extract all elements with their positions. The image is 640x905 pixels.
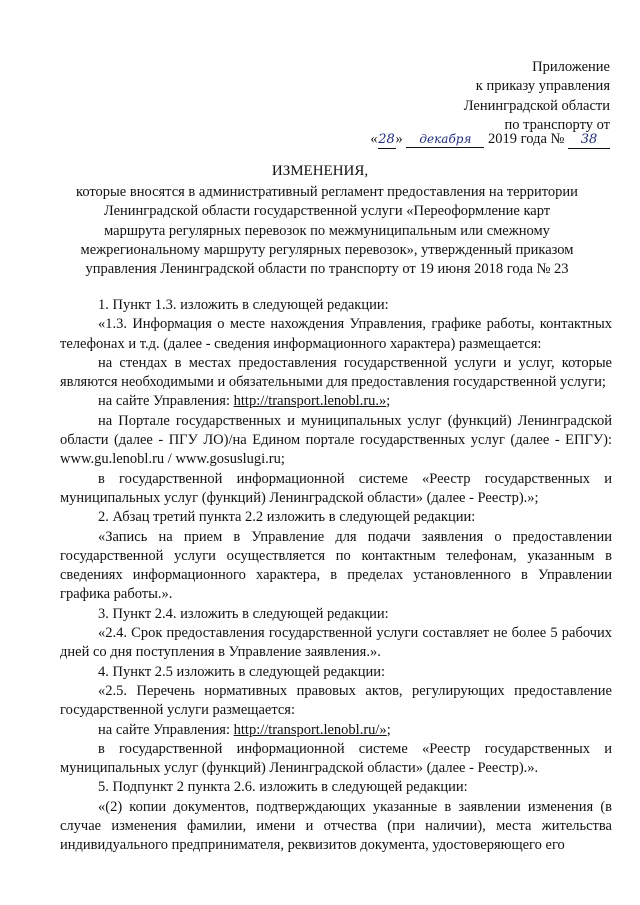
appendix-line: Приложение — [532, 59, 610, 75]
year-text: 2019 года — [488, 131, 547, 147]
close-quote: » — [395, 131, 403, 147]
handwritten-month: декабря — [406, 131, 484, 148]
paragraph: в государственной информационной системе «Реестр государственных и муниципальных услуг (функций) Ленинградской области» (далее - Реестр).». — [60, 740, 612, 777]
paragraph: «2.4. Срок предоставления государственной услуги составляет не более 5 рабочих дней со дня поступления в Управление заявления.». — [60, 625, 612, 661]
paragraph-text: на сайте Управления: — [98, 393, 234, 410]
paragraph: «Запись на прием в Управление для подачи заявления о предоставлении государственной услуги осуществляется по контактным телефонам, указанным в сведениях информационного характера, в пределах установленного в Управлении графика работы.». — [60, 528, 612, 603]
appendix-line: по транспорту от — [504, 116, 610, 133]
appendix-header — [464, 58, 610, 135]
number-label: № — [550, 131, 565, 147]
document-title: ИЗМЕНЕНИЯ, — [271, 163, 369, 179]
handwritten-day: 28 — [378, 132, 395, 147]
open-quote: « — [370, 131, 378, 147]
paragraph: в государственной информационной системе «Реестр государственных и муниципальных услуг (функций) Ленинградской области» (далее - Реестр).»; — [60, 470, 612, 506]
paragraph: 3. Пункт 2.4. изложить в следующей редакции: — [98, 605, 389, 622]
appendix-line: Ленинградской области — [463, 97, 610, 114]
paragraph: 2. Абзац третий пункта 2.2 изложить в следующей редакции: — [98, 509, 476, 526]
order-date-line — [370, 130, 610, 149]
document-body — [60, 296, 612, 856]
paragraph-text: на сайте Управления: — [98, 721, 234, 738]
paragraph: 5. Подпункт 2 пункта 2.6. изложить в следующей редакции: — [98, 779, 468, 796]
paragraph-text: ; — [386, 393, 391, 410]
handwritten-order-number: 38 — [568, 132, 610, 149]
paragraph — [60, 392, 612, 411]
paragraph: «(2) копии документов, подтверждающих указанные в заявлении изменения (в случае изменения фамилии, имени и отчества (при наличии), места жительства индивидуального предпринимателя, реквизитов документа, удостоверяющего его — [60, 798, 612, 854]
paragraph: «1.3. Информация о месте нахождения Управления, графике работы, контактных телефонах и т.д. (далее - сведения информационного характера) размещается: — [60, 316, 612, 352]
paragraph: 1. Пункт 1.3. изложить в следующей редакции: — [98, 297, 389, 313]
paragraph: 4. Пункт 2.5 изложить в следующей редакции: — [98, 663, 386, 680]
appendix-line: к приказу управления — [475, 78, 610, 95]
paragraph — [60, 721, 612, 740]
document-subtitle: которые вносятся в административный регламент предоставления на территории Ленинградской области государственной услуги «Переоформление карт маршрута регулярных перевозок по межмуниципальным или смежному межрегиональному маршруту регулярных перевозок», утвержденный приказом управления Ленинградской области по транспорту от 19 июня 2018 года № 23 — [76, 184, 578, 278]
website-link[interactable]: http://transport.lenobl.ru/» — [233, 721, 387, 738]
paragraph-text: ; — [386, 721, 391, 738]
paragraph: «2.5. Перечень нормативных правовых актов, регулирующих предоставление государственной услуги размещается: — [60, 682, 612, 719]
website-link[interactable]: http://transport.lenobl.ru.» — [233, 393, 387, 410]
paragraph: на Портале государственных и муниципальных услуг (функций) Ленинградской области (далее - ПГУ ЛО)/на Едином портале государственных услуг (далее - ЕПГУ): www.gu.lenobl.ru / www.gosuslugi.ru; — [60, 412, 612, 468]
paragraph: на стендах в местах предоставления государственной услуги и услуг, которые являются необходимыми и обязательными для предоставления государственной услуги; — [60, 354, 612, 391]
